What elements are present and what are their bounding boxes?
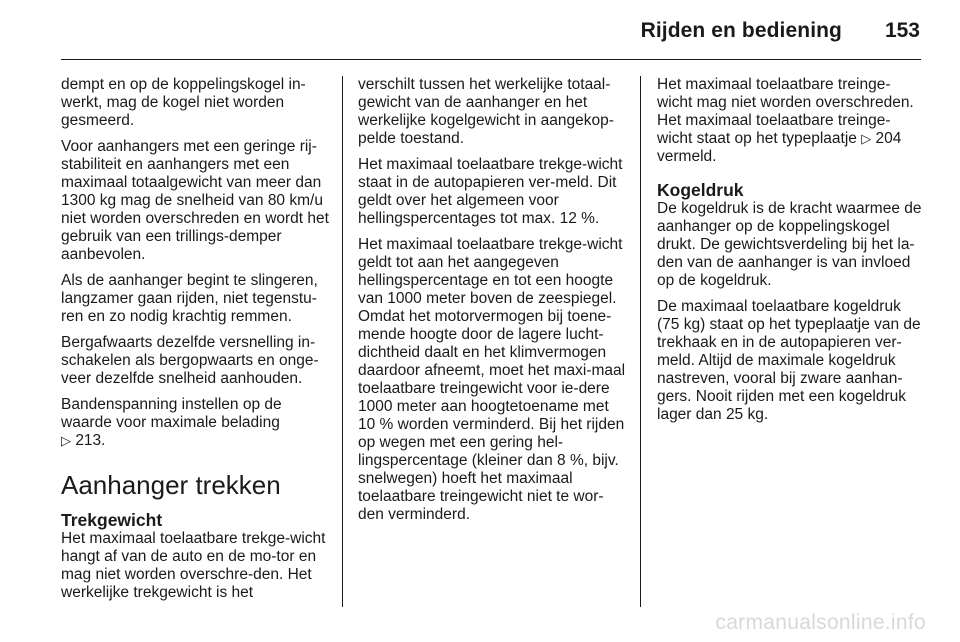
header-rule — [61, 59, 921, 60]
page-ref-link[interactable]: 213. — [75, 432, 106, 449]
paragraph-text: Het maximaal toelaatbare treinge-wicht mag niet worden overschreden. Het maximaal toelaatbare treinge-wicht staat op het typeplaatje — [657, 76, 914, 147]
sub-heading: Kogeldruk — [657, 180, 744, 200]
paragraph: Als de aanhanger begint te slingeren, langzamer gaan rijden, niet tegenstu-ren en zo nodig krachtig remmen. — [61, 272, 318, 325]
paragraph: Bergafwaarts dezelfde versnelling in-schakelen als bergopwaarts en onge-veer dezelfde snelheid aanhouden. — [61, 334, 319, 387]
paragraph-text: vermeld. — [657, 148, 717, 165]
page-header — [0, 0, 960, 62]
page-ref-link[interactable]: 204 — [875, 130, 902, 147]
chapter-title: Rijden en bediening — [640, 19, 842, 42]
paragraph: verschilt tussen het werkelijke totaal-gewicht van de aanhanger en het werkelijke kogelgewicht in aangekop-pelde toestand. — [358, 76, 614, 147]
paragraph: Voor aanhangers met een geringe rij-stabiliteit en aanhangers met een maximaal totaalgewicht van meer dan 1300 kg mag de snelheid van 80 km/u niet worden overschreden en wordt het gebruik van een trillings-demper aanbevolen. — [61, 138, 329, 263]
paragraph-text: Bandenspanning instellen op de waarde voor maximale belading — [61, 396, 282, 431]
column-1 — [61, 76, 329, 610]
paragraph: dempt en op de koppelingskogel in-werkt, mag de kogel niet worden gesmeerd. — [61, 76, 306, 129]
paragraph: Het maximaal toelaatbare trekge-wicht geldt tot aan het aangegeven hellingspercentage en tot een hoogte van 1000 meter boven de zeespiegel. Omdat het motorvermogen bij toene-mende hoogte door de lagere lucht-dichtheid daalt en het klimvermogen daardoor afneemt, moet het maxi-maal toelaatbare treingewicht voor ie-dere 1000 meter aan hoogtetoename met 10 % worden verminderd. Bij het rijden op wegen met een gering hel-lingspercentage (kleiner dan 8 %, bijv. snelwegen) hoeft het maximaal toelaatbare treingewicht niet te wor-den verminderd. — [358, 236, 626, 523]
page-ref-icon[interactable]: ▷ — [61, 433, 71, 448]
sub-heading: Trekgewicht — [61, 510, 163, 530]
paragraph: Het maximaal toelaatbare trekge-wicht hangt af van de auto en de mo-tor en mag niet worden overschre-den. Het werkelijke trekgewicht is het — [61, 530, 326, 601]
watermark: carmanualsonline.info — [715, 611, 926, 634]
paragraph — [657, 76, 925, 166]
column-3 — [657, 76, 925, 432]
paragraph — [61, 396, 329, 450]
page-number: 153 — [884, 19, 920, 42]
column-divider — [342, 76, 343, 607]
page-ref-icon[interactable]: ▷ — [861, 131, 872, 146]
column-divider — [640, 76, 641, 607]
section-heading: Aanhanger trekken — [61, 470, 281, 500]
paragraph: De maximaal toelaatbare kogeldruk (75 kg) staat op het typeplaatje van de trekhaak en in de autopapieren ver-meld. Altijd de maximale kogeldruk nastreven, vooral bij zware aanhan-gers. Nooit rijden met een kogeldruk lager dan 25 kg. — [657, 298, 921, 423]
paragraph: De kogeldruk is de kracht waarmee de aanhanger op de koppelingskogel drukt. De gewichtsverdeling bij het la-den van de aanhanger is van invloed op de kogeldruk. — [657, 200, 922, 289]
paragraph: Het maximaal toelaatbare trekge-wicht staat in de autopapieren ver-meld. Dit geldt over het algemeen voor hellingspercentages tot max. 12 %. — [358, 156, 623, 227]
column-2 — [358, 76, 626, 532]
